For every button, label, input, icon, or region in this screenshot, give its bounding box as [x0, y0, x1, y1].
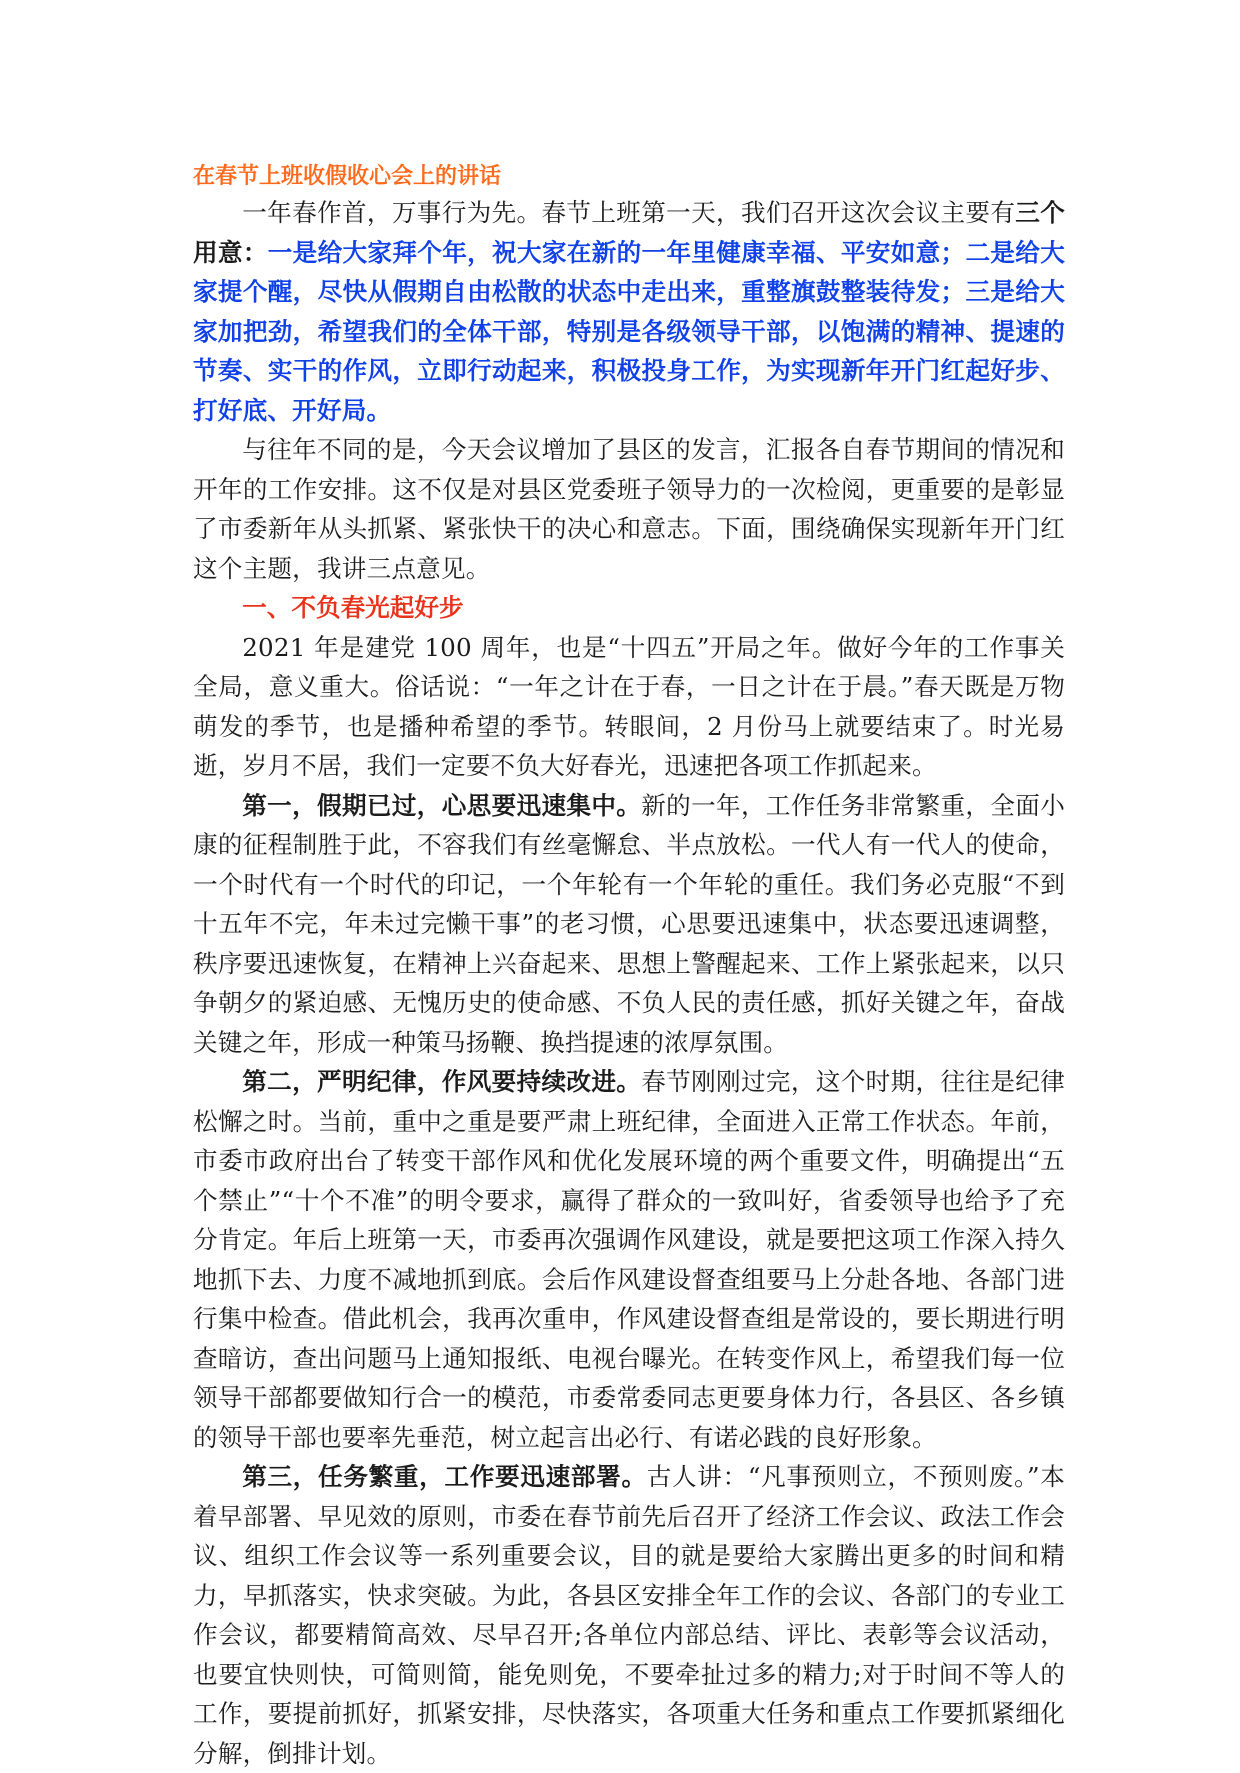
paragraph-3: 2021 年是建党 100 周年，也是“十四五”开局之年。做好今年的工作事关全局，意义重大。俗话说：“一年之计在于春，一日之计在于晨。”春天既是万物萌发的季节，也是播种希望的季节。转眼间，2 月份马上就要结束了。时光易逝，岁月不居，我们一定要不负大好春光，迅速把各项工作抓起来。	[193, 632, 1065, 780]
paragraph-third-point	[193, 1457, 1065, 1773]
third-point-text: 古人讲：“凡事预则立，不预则废。”本着早部署、早见效的原则，市委在春节前先后召开了经济工作会议、政法工作会议、组织工作会议等一系列重要会议，目的就是要给大家腾出更多的时间和精力，早抓落实，快求突破。为此，各县区安排全年工作的会议、各部门的专业工作会议，都要精简高效、尽早召开;各单位内部总结、评比、表彰等会议活动，也要宜快则快，可简则简，能免则免，不要牵扯过多的精力;对于时间不等人的工作，要提前抓好，抓紧安排，尽快落实，各项重大任务和重点工作要抓紧细化分解，倒排计划。	[193, 1462, 1066, 1768]
intro-bold: 三个用意：	[193, 198, 1065, 267]
intro-lead: 一年春作首，万事行为先。春节上班第一天，我们召开这次会议主要有	[242, 198, 1016, 227]
first-point-lead: 第一，假期已过，心思要迅速集中。	[242, 790, 642, 820]
second-point-text: 春节刚刚过完，这个时期，往往是纪律松懈之时。当前，重中之重是要严肃上班纪律，全面进入正常工作状态。年前，市委市政府出台了转变干部作风和优化发展环境的两个重要文件，明确提出“五个禁止”“十个不准”的明令要求，赢得了群众的一致叫好，省委领导也给予了充分肯定。年后上班第一天，市委再次强调作风建设，就是要把这项工作深入持久地抓下去、力度不减地抓到底。会后作风建设督查组要马上分赴各地、各部门进行集中检查。借此机会，我再次重申，作风建设督查组是常设的，要长期进行明查暗访，查出问题马上通知报纸、电视台曝光。在转变作风上，希望我们每一位领导干部都要做知行合一的模范，市委常委同志更要身体力行，各县区、各乡镇的领导干部也要率先垂范，树立起言出必行、有诺必践的良好形象。	[193, 1067, 1066, 1452]
paragraph-first-point	[193, 786, 1065, 1063]
document-page	[193, 160, 1065, 1773]
third-point-lead: 第三，任务繁重，工作要迅速部署。	[242, 1462, 647, 1491]
paragraph-second-point	[193, 1062, 1065, 1457]
second-point-lead: 第二，严明纪律，作风要持续改进。	[242, 1067, 642, 1096]
intro-highlight: 一是给大家拜个年，祝大家在新的一年里健康幸福、平安如意；二是给大家提个醒，尽快从假期自由松散的状态中走出来，重整旗鼓整装待发；三是给大家加把劲，希望我们的全体干部，特别是各级领导干部，以饱满的精神、提速的节奏、实干的作风，立即行动起来，积极投身工作，为实现新年开门红起好步、打好底、开好局。	[193, 237, 1066, 425]
section-heading-1: 一、不负春光起好步	[242, 593, 464, 622]
first-point-text: 新的一年，工作任务非常繁重，全面小康的征程制胜于此，不容我们有丝毫懈怠、半点放松。一代人有一代人的使命，一个时代有一个时代的印记，一个年轮有一个年轮的重任。我们务必克服“不到十五年不完，年未过完懒干事”的老习惯，心思要迅速集中，状态要迅速调整，秩序要迅速恢复，在精神上兴奋起来、思想上警醒起来、工作上紧张起来，以只争朝夕的紧迫感、无愧历史的使命感、不负人民的责任感，抓好关键之年，奋战关键之年，形成一种策马扬鞭、换挡提速的浓厚氛围。	[193, 790, 1066, 1057]
paragraph-2: 与往年不同的是，今天会议增加了县区的发言，汇报各自春节期间的情况和开年的工作安排。这不仅是对县区党委班子领导力的一次检阅，更重要的是彰显了市委新年从头抓紧、紧张快干的决心和意志。下面，围绕确保实现新年开门红这个主题，我讲三点意见。	[193, 435, 1065, 583]
paragraph-intro	[193, 193, 1065, 430]
document-title: 在春节上班收假收心会上的讲话	[193, 164, 502, 189]
